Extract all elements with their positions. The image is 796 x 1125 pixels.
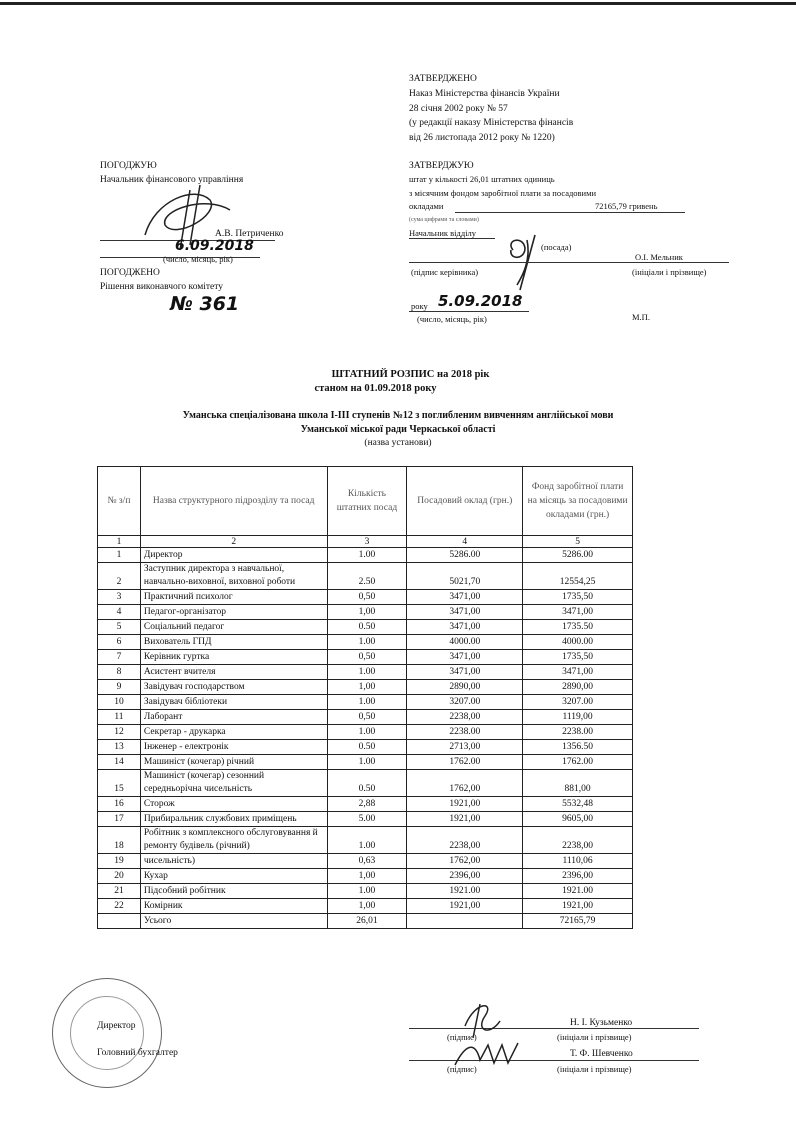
- row-number: 4: [98, 605, 141, 620]
- director-sign-line: [409, 1028, 699, 1029]
- row-quantity: 1.00: [327, 548, 407, 563]
- row-fund: 2890,00: [523, 680, 633, 695]
- approved-heading: ЗАТВЕРДЖЕНО: [409, 74, 477, 84]
- table-row: [98, 869, 633, 884]
- approved-line1: Наказ Міністерства фінансів України: [409, 89, 560, 99]
- row-position: Соціальний педагог: [140, 620, 327, 635]
- colnum-3: 3: [327, 536, 407, 548]
- row-position: Вихователь ГПД: [140, 635, 327, 650]
- row-quantity: 0.50: [327, 740, 407, 755]
- table-row: [98, 605, 633, 620]
- row-quantity: 1,00: [327, 605, 407, 620]
- row-fund: 881,00: [523, 770, 633, 797]
- header-salary: Посадовий оклад (грн.): [407, 467, 523, 536]
- committee-label: Рішення виконавчого комітету: [100, 282, 224, 292]
- agreed-heading: ПОГОДЖУЮ: [100, 161, 157, 171]
- table-row: [98, 755, 633, 770]
- row-position: Машиніст (кочегар) річний: [140, 755, 327, 770]
- row-quantity: 1.00: [327, 665, 407, 680]
- agreed-heading2: ПОГОДЖЕНО: [100, 268, 160, 278]
- row-number: 9: [98, 680, 141, 695]
- decision-number-hand: № 361: [170, 293, 240, 315]
- row-number: 10: [98, 695, 141, 710]
- row-quantity: 1,00: [327, 680, 407, 695]
- approve-heading: ЗАТВЕРДЖУЮ: [409, 161, 474, 171]
- agreed-date-hand: 6.09.2018: [175, 238, 254, 254]
- approve-date-line: [409, 311, 529, 312]
- amount-caption: (сума цифрами та словами): [409, 217, 479, 223]
- table-row: [98, 650, 633, 665]
- approved-line4: від 26 листопада 2012 року № 1220): [409, 133, 555, 143]
- row-number: 7: [98, 650, 141, 665]
- colnum-5: 5: [523, 536, 633, 548]
- row-position: Інженер - електронік: [140, 740, 327, 755]
- org-caption: (назва установи): [364, 438, 432, 448]
- row-position: Лаборант: [140, 710, 327, 725]
- row-quantity: 1.00: [327, 695, 407, 710]
- table-row: [98, 665, 633, 680]
- table-row: [98, 797, 633, 812]
- accountant-name-caption: (ініціали і прізвище): [557, 1064, 632, 1074]
- row-salary: 1762,00: [407, 770, 523, 797]
- row-salary: 3207.00: [407, 695, 523, 710]
- row-fund: 2238.00: [523, 725, 633, 740]
- row-position: Прибиральник службових приміщень: [140, 812, 327, 827]
- table-row: [98, 635, 633, 650]
- position-line: [409, 238, 495, 239]
- agreed-name: А.В. Петриченко: [215, 229, 284, 239]
- row-position: чисельність): [140, 854, 327, 869]
- row-salary: 1921,00: [407, 899, 523, 914]
- row-number: 14: [98, 755, 141, 770]
- row-salary: 2713,00: [407, 740, 523, 755]
- signature-accountant: [450, 1035, 525, 1075]
- total-fund: 72165,79: [523, 914, 633, 929]
- row-fund: 3471,00: [523, 665, 633, 680]
- row-quantity: 1.00: [327, 884, 407, 899]
- director-name: Н. І. Кузьменко: [570, 1018, 633, 1028]
- table-row: [98, 710, 633, 725]
- row-fund: 9605,00: [523, 812, 633, 827]
- top-border: [0, 2, 796, 5]
- row-position: Підсобний робітник: [140, 884, 327, 899]
- row-fund: 5532,48: [523, 797, 633, 812]
- row-number: 6: [98, 635, 141, 650]
- row-fund: 4000.00: [523, 635, 633, 650]
- row-number: 12: [98, 725, 141, 740]
- amount-line: [455, 212, 685, 213]
- table-row: [98, 695, 633, 710]
- row-fund: 5286.00: [523, 548, 633, 563]
- table-row: [98, 620, 633, 635]
- table-row: [98, 827, 633, 854]
- posada-caption: (посада): [541, 242, 572, 252]
- row-number: 19: [98, 854, 141, 869]
- approve-date-caption: (число, місяць, рік): [417, 314, 487, 324]
- approved-line2: 28 січня 2002 року № 57: [409, 104, 508, 114]
- row-fund: 1356.50: [523, 740, 633, 755]
- approve-name: О.І. Мельник: [635, 252, 683, 262]
- row-quantity: 1,00: [327, 899, 407, 914]
- row-salary: 3471,00: [407, 620, 523, 635]
- row-position: Сторож: [140, 797, 327, 812]
- row-fund: 1762.00: [523, 755, 633, 770]
- approve-date-hand: 5.09.2018: [438, 292, 523, 310]
- table-row: [98, 590, 633, 605]
- table-row: [98, 740, 633, 755]
- row-number: 15: [98, 770, 141, 797]
- row-fund: 2396,00: [523, 869, 633, 884]
- director-label: Директор: [97, 1021, 136, 1031]
- row-salary: 3471,00: [407, 665, 523, 680]
- mp-label: М.П.: [632, 312, 650, 322]
- table-row: [98, 812, 633, 827]
- row-quantity: 0,50: [327, 710, 407, 725]
- row-salary: 5021,70: [407, 563, 523, 590]
- agreed-position: Начальник фінансового управління: [100, 175, 244, 185]
- row-salary: 3471,00: [407, 590, 523, 605]
- colnum-4: 4: [407, 536, 523, 548]
- row-number: 3: [98, 590, 141, 605]
- row-salary: 3471,00: [407, 650, 523, 665]
- row-fund: 1110,06: [523, 854, 633, 869]
- row-salary: 1921,00: [407, 797, 523, 812]
- header-fund: Фонд заробітної плати на місяць за посадовими окладами (грн.): [523, 467, 633, 536]
- row-position: Завідувач бібліотеки: [140, 695, 327, 710]
- accountant-sig-caption: (підпис): [447, 1064, 477, 1074]
- row-quantity: 2.50: [327, 563, 407, 590]
- header-qty: Кількість штатних посад: [327, 467, 407, 536]
- accountant-label: Головний бухгалтер: [97, 1048, 178, 1058]
- row-number: 5: [98, 620, 141, 635]
- table-row: [98, 854, 633, 869]
- header-name: Назва структурного підрозділу та посад: [140, 467, 327, 536]
- row-quantity: 1.00: [327, 725, 407, 740]
- row-quantity: 0.50: [327, 620, 407, 635]
- row-fund: 1735.50: [523, 620, 633, 635]
- row-quantity: 1.00: [327, 827, 407, 854]
- column-number-row: [98, 536, 633, 548]
- director-sig-caption: (підпис): [447, 1032, 477, 1042]
- row-fund: 3471,00: [523, 605, 633, 620]
- row-salary: 1762.00: [407, 755, 523, 770]
- approve-line3b: 72165,79 гривень: [595, 201, 658, 211]
- table-row: [98, 725, 633, 740]
- row-position: Комірник: [140, 899, 327, 914]
- org-line1: Уманська спеціалізована школа І-ІІІ ступенів №12 з поглибленим вивченням англійської мови: [182, 410, 614, 421]
- table-row: [98, 770, 633, 797]
- row-number: 16: [98, 797, 141, 812]
- table-header-row: [98, 467, 633, 536]
- row-quantity: 0,63: [327, 854, 407, 869]
- row-number: 17: [98, 812, 141, 827]
- row-quantity: 0.50: [327, 770, 407, 797]
- table-row: [98, 563, 633, 590]
- row-position: Завідувач господарством: [140, 680, 327, 695]
- row-fund: 1735,50: [523, 650, 633, 665]
- approve-sig-caption: (підпис керівника): [411, 267, 479, 277]
- row-salary: 2238,00: [407, 710, 523, 725]
- row-quantity: 0,50: [327, 590, 407, 605]
- row-salary: 2396,00: [407, 869, 523, 884]
- row-position: Практичний психолог: [140, 590, 327, 605]
- row-fund: 2238,00: [523, 827, 633, 854]
- doc-subtitle: станом на 01.09.2018 року: [314, 383, 437, 394]
- row-number: 1: [98, 548, 141, 563]
- row-salary: 2238.00: [407, 725, 523, 740]
- row-salary: 3471,00: [407, 605, 523, 620]
- row-salary: 1921.00: [407, 884, 523, 899]
- row-quantity: 1.00: [327, 755, 407, 770]
- row-number: 18: [98, 827, 141, 854]
- row-position: Машиніст (кочегар) сезонний середньорічна чисельність: [140, 770, 327, 797]
- table-total-row: [98, 914, 633, 929]
- total-empty-salary: [407, 914, 523, 929]
- row-salary: 4000.00: [407, 635, 523, 650]
- table-row: [98, 899, 633, 914]
- row-fund: 12554,25: [523, 563, 633, 590]
- row-position: Асистент вчителя: [140, 665, 327, 680]
- approve-line1: штат у кількості 26,01 штатних одиниць: [409, 174, 555, 184]
- approve-line3a: окладами: [409, 201, 444, 211]
- approved-line3: (у редакції наказу Міністерства фінансів: [409, 118, 574, 128]
- row-quantity: 0,50: [327, 650, 407, 665]
- row-fund: 1119,00: [523, 710, 633, 725]
- row-number: 20: [98, 869, 141, 884]
- row-number: 22: [98, 899, 141, 914]
- total-quantity: 26,01: [327, 914, 407, 929]
- colnum-1: 1: [98, 536, 141, 548]
- colnum-2: 2: [140, 536, 327, 548]
- row-quantity: 1,00: [327, 869, 407, 884]
- row-number: 11: [98, 710, 141, 725]
- approve-position: Начальник відділу: [409, 228, 477, 238]
- row-number: 8: [98, 665, 141, 680]
- year-word: року: [411, 301, 428, 311]
- director-name-caption: (ініціали і прізвище): [557, 1032, 632, 1042]
- row-salary: 1762,00: [407, 854, 523, 869]
- approve-line2: з місячним фондом заробітної плати за посадовими: [409, 188, 597, 198]
- row-salary: 1921,00: [407, 812, 523, 827]
- row-fund: 1921.00: [523, 884, 633, 899]
- row-quantity: 5.00: [327, 812, 407, 827]
- row-fund: 1735,50: [523, 590, 633, 605]
- row-fund: 3207.00: [523, 695, 633, 710]
- row-fund: 1921,00: [523, 899, 633, 914]
- row-quantity: 2,88: [327, 797, 407, 812]
- total-label: Усього: [140, 914, 327, 929]
- row-salary: 2238,00: [407, 827, 523, 854]
- row-position: Директор: [140, 548, 327, 563]
- row-number: 2: [98, 563, 141, 590]
- row-position: Керівник гуртка: [140, 650, 327, 665]
- staff-table: [97, 466, 633, 929]
- table-row: [98, 680, 633, 695]
- doc-title: ШТАТНИЙ РОЗПИС на 2018 рік: [331, 369, 490, 380]
- total-empty-no: [98, 914, 141, 929]
- org-line2: Уманської міської ради Черкаської області: [300, 424, 496, 435]
- row-position: Педагог-організатор: [140, 605, 327, 620]
- row-salary: 2890,00: [407, 680, 523, 695]
- row-number: 13: [98, 740, 141, 755]
- agreed-date-caption: (число, місяць, рік): [163, 254, 233, 264]
- table-row: [98, 548, 633, 563]
- row-number: 21: [98, 884, 141, 899]
- table-row: [98, 884, 633, 899]
- row-position: Секретар - друкарка: [140, 725, 327, 740]
- approve-name-caption: (ініціали і прізвище): [632, 267, 707, 277]
- row-quantity: 1.00: [327, 635, 407, 650]
- row-position: Робітник з комплексного обслуговування й ремонту будівель (річний): [140, 827, 327, 854]
- row-position: Заступник директора з навчальної, навчально-виховної, виховної роботи: [140, 563, 327, 590]
- row-salary: 5286.00: [407, 548, 523, 563]
- accountant-name: Т. Ф. Шевченко: [570, 1049, 633, 1059]
- header-no: № з/п: [98, 467, 141, 536]
- row-position: Кухар: [140, 869, 327, 884]
